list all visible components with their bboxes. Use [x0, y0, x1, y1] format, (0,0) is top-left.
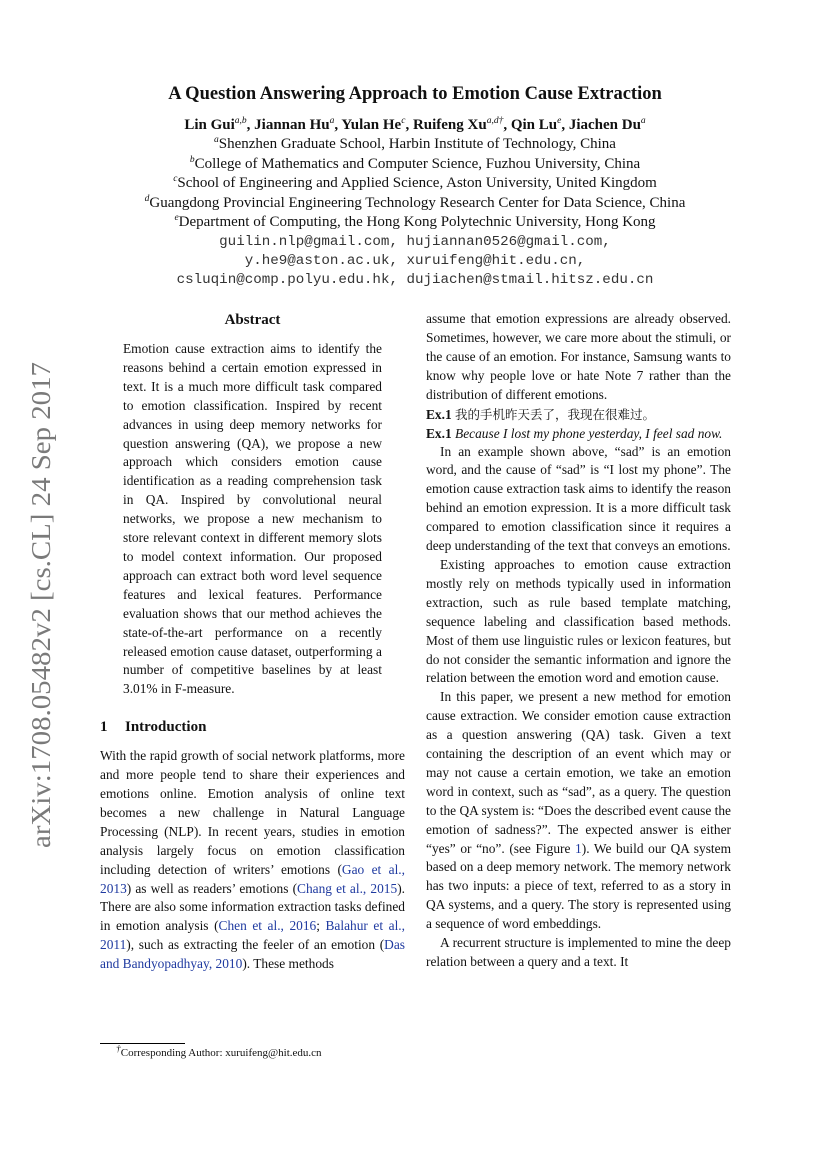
- citation-link[interactable]: Gao et al., 2013: [100, 861, 405, 896]
- left-column: [100, 310, 405, 974]
- arxiv-stamp: [22, 360, 58, 850]
- affiliation: $^a$Shenzhen Graduate School, Harbin Institute of Technology, China: [214, 135, 616, 152]
- abstract-text: Emotion cause extraction aims to identify the reasons behind a certain emotion expressed in text. It is a much more difficult task compared to emotion classification. Inspired by recent advances in using deep memory networks for question answering (QA), we propose a new approach which considers emotion cause identification as a reading comprehension task in QA. Inspired by convolutional neural networks, we propose a new mechanism to store relevant context in different memory slots to model context information. Our proposed approach can extract both word level sequence features and lexical features. Performance evaluation shows that our method achieves the state-of-the-art performance on a recently released emotion cause dataset, outperforming a number of competitive baselines by at least 3.01% in F-measure.: [123, 341, 382, 697]
- paper-header: [100, 82, 730, 290]
- author: Ruifeng $Xu^{a,d\dagger}$,: [412, 116, 511, 133]
- footnote: †Corresponding Author: xuruifeng@hit.edu.cn: [116, 1044, 322, 1059]
- citation-link[interactable]: Chang et al., 2015: [297, 880, 398, 896]
- citation-link[interactable]: Chen et al., 2016: [218, 918, 317, 934]
- email-line: guilin.nlp@gmail.com, hujiannan0526@gmail.com,: [219, 233, 611, 250]
- author: Jiachen Du$^a$: [568, 116, 646, 133]
- paper-title: A Question Answering Approach to Emotion Cause Extraction: [168, 84, 662, 104]
- author: Jiannan Hu$^a$,: [254, 116, 342, 133]
- author-list: [100, 115, 730, 135]
- citation-link[interactable]: Das and Bandyopadhyay, 2010: [100, 937, 405, 972]
- body-paragraph: Existing approaches to emotion cause extraction mostly rely on methods typically used in information extraction, such as rule based template matching, sequence labeling and classification based methods. Most of them use linguistic rules or lexicon features, but do not consider the semantic information and ignore the relation between the emotion word and emotion cause.: [426, 556, 731, 686]
- email-line: y.he9@aston.ac.uk, xuruifeng@hit.edu.cn,: [244, 252, 586, 269]
- right-column: [426, 310, 731, 972]
- intro-paragraph: With the rapid growth of social network platforms, more and more people tend to share their experiences and emotions online. Emotion analysis of online text becomes a new challenge in Natural Language Processing (NLP). In recent years, studies in emotion analysis largely focus on emotion classification including detection of writers’ emotions (Gao et al., 2013) as well as readers’ emotions (Chang et al., 2015). There are also some information extraction tasks defined in emotion analysis (Chen et al., 2016; Balahur et al., 2011), such as extracting the feeler of an emotion (Das and Bandyopadhyay, 2010). These methods: [100, 748, 406, 972]
- example-chinese: Ex.1 我的手机昨天丢了，我现在很难过。: [426, 406, 656, 422]
- figure-link[interactable]: 1: [575, 840, 582, 856]
- body-paragraph: In an example shown above, “sad” is an emotion word, and the cause of “sad” is “I lost my phone”. The emotion cause extraction task aims to identify the reason behind an emotion expression. It is a more difficult task compared to emotion classification since it requires a deep understanding of the text that conveys an emotions.: [426, 443, 731, 554]
- citation-link[interactable]: Balahur et al., 2011: [100, 918, 405, 953]
- affiliation: $^c$School of Engineering and Applied Science, Aston University, United Kingdom: [173, 174, 657, 191]
- footnote-divider: [100, 1043, 185, 1044]
- affiliation: $^d$Guangdong Provincial Engineering Technology Research Center for Data Science, China: [144, 193, 686, 211]
- section-heading-introduction: 1 Introduction: [100, 719, 207, 736]
- body-paragraph: assume that emotion expressions are already observed. Sometimes, however, we care more about the stimuli, or the cause of an emotion. For instance, Samsung wants to know why people love or hate Note 7 rather than the distribution of different emotions.: [426, 311, 731, 402]
- example-english: Ex.1 Because I lost my phone yesterday, I feel sad now.: [426, 425, 723, 441]
- body-paragraph: In this paper, we present a new method for emotion cause extraction. We consider emotion cause extraction as a question answering (QA) task. Given a text containing the description of an event which may or may not cause a certain emotion, we take an emotion word in context, such as “sad”, as a query. The question to the QA system is: “Does the described event cause the emotion of sadness?”. The expected answer is either “yes” or “no”. (see Figure 1). We build our QA system based on a deep memory network. The memory network has two inputs: a piece of text, referred to as a story in QA systems, and a query. The story is represented using a sequence of word embeddings.: [426, 689, 731, 932]
- body-paragraph: A recurrent structure is implemented to mine the deep relation between a query and a text. It: [426, 935, 731, 969]
- affiliation: $^b$College of Mathematics and Computer Science, Fuzhou University, China: [189, 154, 641, 172]
- affiliation: $^e$Department of Computing, the Hong Kong Polytechnic University, Hong Kong: [174, 213, 656, 230]
- arxiv-stamp-text: arXiv:1708.05482v2 [cs.CL] 24 Sep 2017: [26, 393, 56, 848]
- author: Lin Gui$^{a,b}$,: [184, 116, 255, 133]
- email-line: csluqin@comp.polyu.edu.hk, dujiachen@stmail.hitsz.edu.cn: [176, 271, 654, 288]
- author: Qin Lu$^e$,: [510, 116, 569, 133]
- author: Yulan He$^c$,: [341, 116, 413, 133]
- abstract-heading: Abstract: [224, 312, 281, 328]
